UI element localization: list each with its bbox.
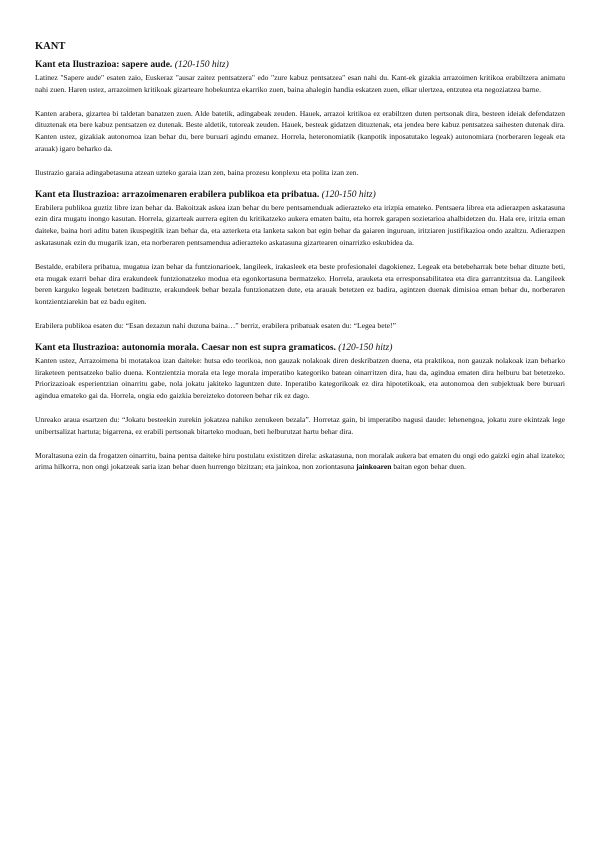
paragraph: Kanten arabera, gizartea bi taldetan banatzen zuen. Alde batetik, adingabeak zeuden. Hauek, arrazoi kritikoa ez erabiltzen duten pertsonak dira, besteen ideiak defendatzen dituztenak eta bere kabuz pentsatzen ez dutenak. Beste aldetik, tutoreak zeuden. Hauek, besteak gidatzen dituztenak, eta jendea bere kabuz pentsatzea saihesten dutenak dira. Kanten ustez, gizakiak autonomoa izan behar du, bere buruari agindu emanez. Horrela, heteronomiatik (kanpotik inposatutako legeak) autonomiara (norberaren legeak eta arauak) igaro beharko da. bbox=[35, 108, 565, 153]
paragraph: Bestalde, erabilera pribatua, mugatua izan behar da funtzionarioek, langileek, irakasleek eta beste profesionalei dagokienez. Legeak eta betebeharrak bete behar dituzte beti, eta mugak ezarri behar dira erakundeek funtzionatzeko modua eta egonkortasuna bermatzeko. Horrela, arauketa eta erresponsabilitatea eta dira garrantzitsua da. Langileek beren karguko legeak betetzen badituzte, erakundeek behar bezala funtzionatzen dute, eta arauak betetzen ez badira, agintzen duenak dimisioa eman behar du, norberaren kontzientziarekin bat ez badu egiten. bbox=[35, 261, 565, 307]
paragraph: Ilustrazio garaia adingabetasuna atzean uzteko garaia izan zen, baina prozesu konplexu eta polita izan zen. bbox=[35, 167, 359, 177]
word-count-hint: (120-150 hitz) bbox=[174, 60, 229, 70]
emphasis-word: jainkoaren bbox=[356, 462, 392, 472]
section-heading-public-private-use bbox=[35, 189, 565, 202]
paragraph: Unreako araua esartzen du: “Jokatu besteekin zurekin jokatzea nahiko zenukeen bezala”. Horretaz gain, bi imperatibo nagusi daude: lehenengoa, jokatu zure ekintzak lege unibertsalizat hartuta; bigarrena, ez erabili pertsonak bitarteko moduan, beti helburutzat hartu behar dira. bbox=[35, 414, 565, 436]
document-title: KANT bbox=[35, 41, 66, 52]
section-heading-text: Kant eta Ilustrazioa: sapere aude. bbox=[35, 60, 173, 70]
paragraph: Kanten ustez, Arrazoimena bi motatakoa izan daiteke: hutsa edo teorikoa, non gauzak nolakoak diren deskribatzen duena, eta praktikoa, non gauzak nolakoak izan beharko liraketeen pentsatzeko balio duena. Kontzientzia morala eta lege morala imperatibo kategoriko batean oinarritzen dira, hau da, agindua ematen dira helburu bat betetzeko. Priorizazioak esperientzian oinarritu gabe, nola jokatu jakiteko laguntzen dute. Inperatibo kategorikoak ez dira hipotetikoak, eta autonomoa den subjektuak bere buruari agindua emateko gai da. Horrela, ongia edo gaizkia bereizteko dotoreen behar rik ez dago. bbox=[35, 355, 565, 401]
word-count-hint: (120-150 hitz) bbox=[321, 189, 376, 200]
section-heading-text: Kant eta Ilustrazioa: autonomia morala. Caesar non est supra gramaticos. bbox=[35, 342, 336, 353]
document-page bbox=[35, 40, 565, 473]
word-count-hint: (120-150 hitz) bbox=[338, 342, 393, 353]
paragraph: Erabilera publikoa esaten du: “Esan dezazun nahi duzuna baina…” berriz, erabilera pribatuak esaten du: “Legea bete!” bbox=[35, 320, 396, 330]
paragraph: Erabilera publikoa guztiz libre izan behar da. Bakoitzak askea izan behar du bere pentsamenduak adierazteko eta irizpia emateko. Pentsaera librea eta adierazpen askatasuna ezin dira mugatu inongo kasutan. Horrela, gizarteak aurrera egiten du kritikatzeko aukera ematen baitu, eta horrek garapen sozietarioa ahalbidetzen du. Hala ere, iritzia eman daiteke, baina hori aditu baten ikuspegitik izan behar da, eta azterketa eta lanketa sakon bat egin behar da gaiaren inguruan, iritziaren justifikazioa ondo azaltzu. Adierazpen askatasunak ezin du mugarik izan, eta norberaren pentsamendua adierazteko askatasuna gizartearen oinarrizko eskubidea da. bbox=[35, 202, 565, 247]
section-heading-sapere-aude bbox=[35, 59, 565, 72]
paragraph: Latinez "Sapere aude" esaten zaio, Euskeraz "ausar zaitez pentsatzera" edo "zure kabuz pentsatzea" esan nahi du. Kant-ek gizakia arrazoimen kritikoa erabiltzera animatu nahi zuen. Haren ustez, arrazoimen kritikoak gizarteare hobekuntza ekarriko zuen, baina ahalegin handia eskatzen zuen, elkar ulertzea, entzutea eta negoziatzea barne. bbox=[35, 73, 565, 94]
section-heading-text: Kant eta Ilustrazioa: arrazoimenaren erabilera publikoa eta pribatua. bbox=[35, 189, 320, 200]
section-heading-moral-autonomy bbox=[35, 342, 565, 355]
paragraph-postulates: Moraltasuna ezin da frogatzen oinarritu, baina pentsa daiteke hiru postulatu existitzen direla: askatasuna, non moralak aukera bat ematen du ongi edo gaizki egin ahal izateko; arima hilkorra, non ongi jokatzeak saria izan behar duen hurrengo bizitzan; eta jainkoa, non zoriontasuna jainkoaren baitan egon behar duen. bbox=[35, 450, 565, 472]
